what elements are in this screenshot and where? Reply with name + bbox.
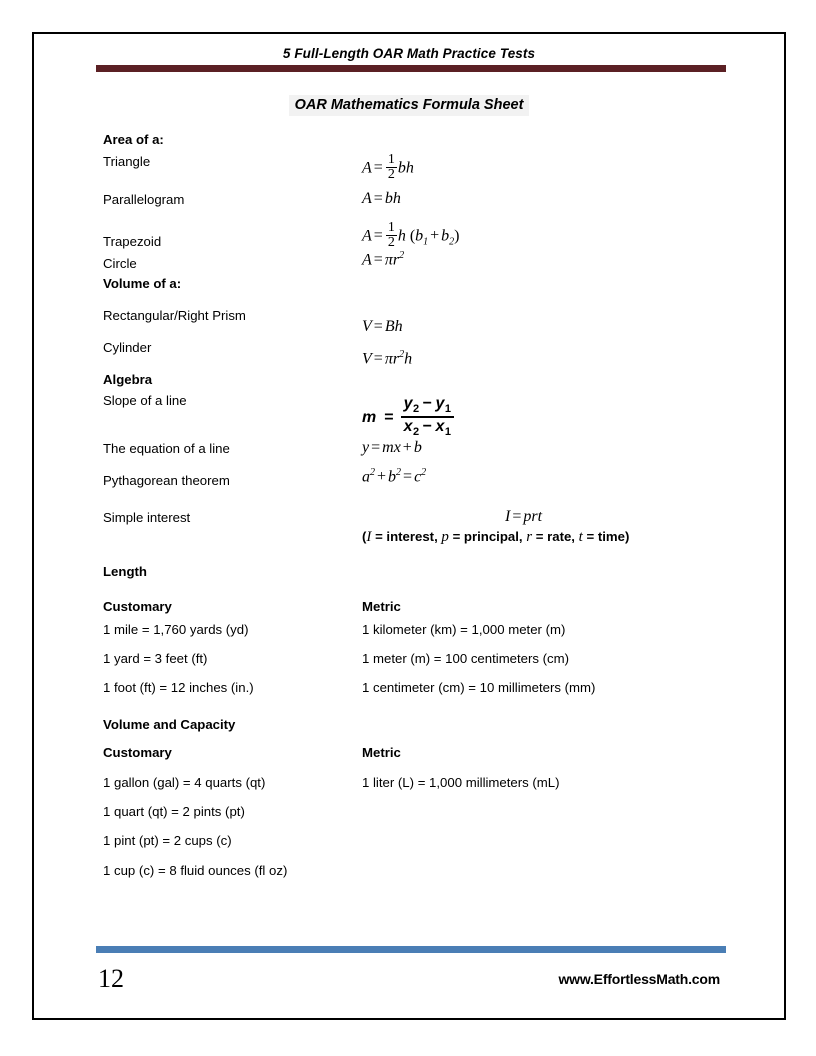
row-label-triangle: Triangle <box>103 154 151 169</box>
length-metric-heading: Metric <box>362 599 401 614</box>
formula-circle-area: $A = \pi r^2$ <box>362 250 405 269</box>
page-title: OAR Mathematics Formula Sheet <box>289 95 530 116</box>
length-customary-item: 1 yard = 3 feet (ft) <box>103 651 208 666</box>
capacity-customary-item: 1 quart (qt) = 2 pints (pt) <box>103 804 245 819</box>
row-label-line-equation: The equation of a line <box>103 441 230 456</box>
section-heading-algebra: Algebra <box>103 372 153 387</box>
length-metric-item: 1 meter (m) = 100 centimeters (cm) <box>362 651 570 666</box>
length-customary-item: 1 mile = 1,760 yards (yd) <box>103 622 249 637</box>
section-heading-volume-capacity: Volume and Capacity <box>103 717 236 732</box>
section-heading-volume: Volume of a: <box>103 276 182 291</box>
row-label-rect-prism: Rectangular/Right Prism <box>103 308 246 323</box>
row-label-cylinder: Cylinder <box>103 340 152 355</box>
length-metric-item: 1 kilometer (km) = 1,000 meter (m) <box>362 622 566 637</box>
capacity-customary-item: 1 cup (c) = 8 fluid ounces (fl oz) <box>103 863 288 878</box>
capacity-metric-heading: Metric <box>362 745 401 760</box>
section-heading-length: Length <box>103 564 147 579</box>
row-label-trapezoid: Trapezoid <box>103 234 162 249</box>
capacity-customary-item: 1 pint (pt) = 2 cups (c) <box>103 833 232 848</box>
page-number: 12 <box>98 964 124 993</box>
running-head: 5 Full-Length OAR Math Practice Tests <box>282 46 536 61</box>
length-metric-item: 1 centimeter (cm) = 10 millimeters (mm) <box>362 680 596 695</box>
capacity-metric-item: 1 liter (L) = 1,000 millimeters (mL) <box>362 775 560 790</box>
formula-prism-volume: V = Bh <box>362 318 403 335</box>
capacity-customary-heading: Customary <box>103 745 172 760</box>
row-label-slope: Slope of a line <box>103 393 187 408</box>
formula-parallelogram-area: A = bh <box>362 190 401 207</box>
formula-triangle-area: A = $\frac{1}{2}$ bh <box>362 152 414 183</box>
formula-cylinder-volume: $V = \pi r^2h$ <box>362 349 413 368</box>
simple-interest-legend: (I = interest, p = principal, r = rate, t = time) <box>362 529 630 545</box>
length-customary-heading: Customary <box>103 599 172 614</box>
formula-trapezoid-area: A = $\frac{1}{2}$ h $(b_1 + b_2)$ <box>362 220 460 251</box>
footer-rule <box>96 946 726 953</box>
capacity-customary-item: 1 gallon (gal) = 4 quarts (qt) <box>103 775 266 790</box>
row-label-pythagorean: Pythagorean theorem <box>103 473 230 488</box>
formula-line-equation: y = mx + b <box>362 439 422 456</box>
site-url: www.EffortlessMath.com <box>558 971 720 987</box>
formula-simple-interest: I = prt <box>505 508 543 525</box>
row-label-circle: Circle <box>103 256 137 271</box>
row-label-parallelogram: Parallelogram <box>103 192 185 207</box>
length-customary-item: 1 foot (ft) = 12 inches (in.) <box>103 680 254 695</box>
formula-slope: m = $\frac{y_2 - y_1}{x_2 - x_1}$ <box>362 396 454 440</box>
formula-pythagorean: $a^2 + b^2 = c^2$ <box>362 467 427 486</box>
section-heading-area: Area of a: <box>103 132 164 147</box>
row-label-simple-interest: Simple interest <box>103 510 191 525</box>
